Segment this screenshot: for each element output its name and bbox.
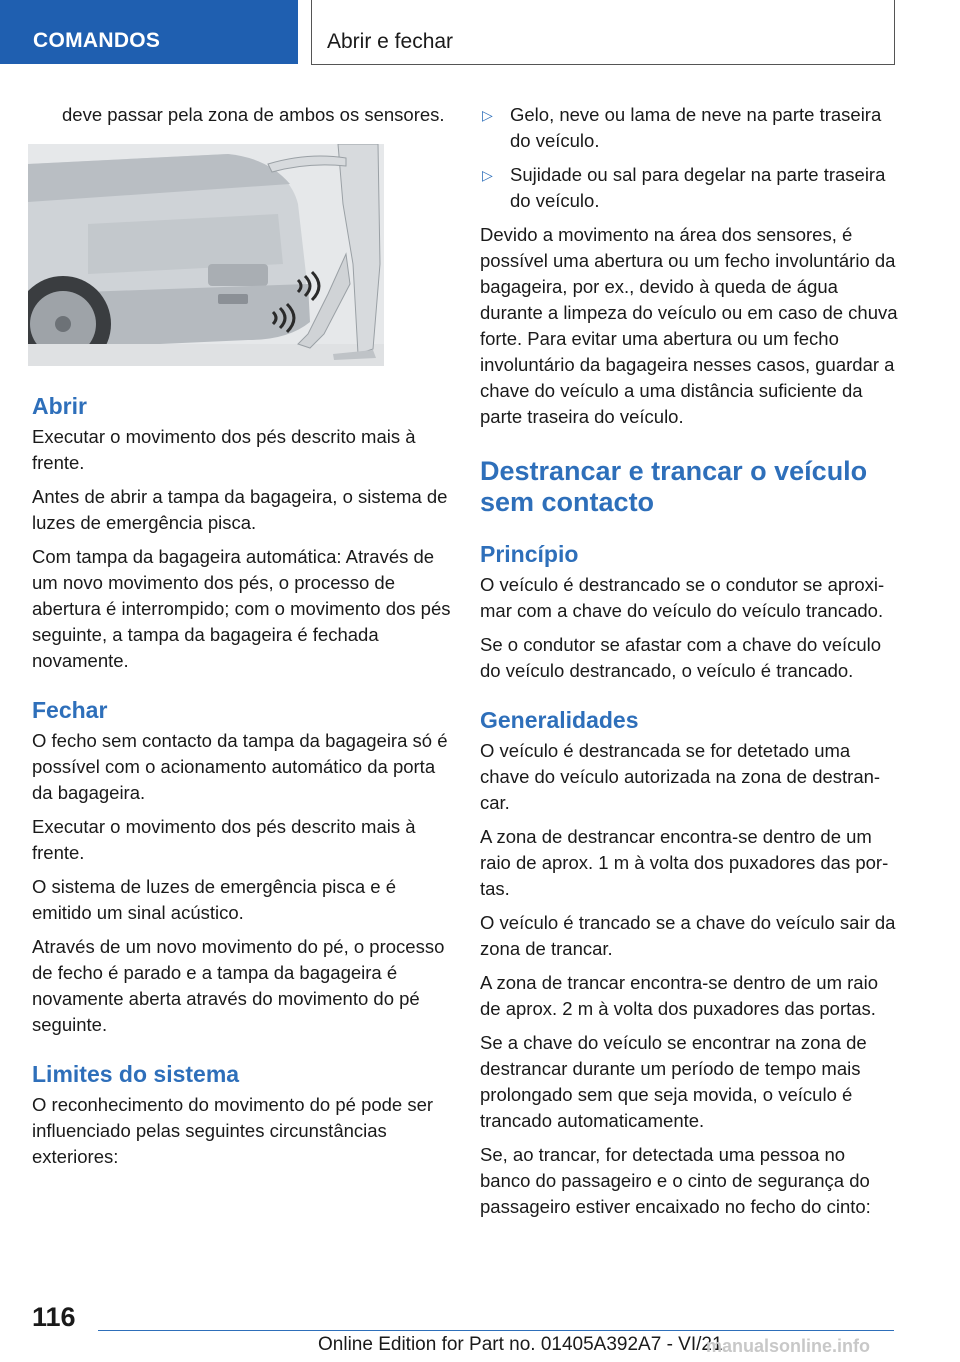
- intro-paragraph: deve passar pela zona de ambos os sensores.: [62, 104, 445, 125]
- section-tab: COMANDOS: [0, 0, 298, 64]
- car-rear-foot-sensor-illustration: [28, 144, 384, 366]
- heading-limites: Limites do sistema: [32, 1061, 240, 1087]
- heading-fechar: Fechar: [32, 697, 108, 723]
- list-item: ▷ Gelo, neve ou lama de neve na parte traseira do veículo.: [482, 104, 882, 151]
- heading-principio: Princípio: [480, 541, 579, 567]
- triangle-right-icon: ▷: [482, 167, 493, 183]
- paragraph: O sistema de luzes de emergência pisca e é emitido um sinal acústico.: [32, 876, 397, 923]
- paragraph: A zona de trancar encontra-se dentro de um raio de aprox. 2 m à volta dos puxadores das portas.: [480, 972, 878, 1019]
- watermark: manualsonline.info: [706, 1336, 871, 1356]
- header-divider-right: [894, 0, 895, 65]
- list-item: ▷ Sujidade ou sal para degelar na parte traseira do veículo.: [482, 164, 886, 211]
- paragraph: Executar o movimento dos pés descrito mais à frente.: [32, 816, 416, 863]
- paragraph: Através de um novo movimento do pé, o processo de fecho é parado e a tampa da bagageira é novamente aberta através do movimento do pé seguinte.: [32, 936, 445, 1035]
- triangle-right-icon: ▷: [482, 107, 493, 123]
- heading-generalidades: Generalidades: [480, 707, 639, 733]
- heading-abrir: Abrir: [32, 393, 87, 419]
- page-title: Abrir e fechar: [327, 30, 454, 53]
- paragraph: Se a chave do veículo se encontrar na zona de destrancar durante um período de tempo mais prolongado sem que seja movida, o veículo é trancado automaticamente.: [480, 1032, 867, 1131]
- paragraph: Se o condutor se afastar com a chave do veículo do veículo destrancado, o veículo é trancado.: [480, 634, 882, 681]
- paragraph: Devido a movimento na área dos sensores, é possível uma abertura ou um fecho involuntário da bagageira, por ex., devido à queda de água durante a limpeza do veículo ou em caso de chuva forte. Para evitar uma abertura ou um fecho involuntário da bagageira nesses casos, guardar a chave do veículo a uma distância suficiente da parte traseira do veículo.: [480, 224, 898, 427]
- paragraph: O veículo é destrancado se o condutor se aproximar com a chave do veículo do veículo trancado.: [480, 574, 885, 621]
- header-underline: [311, 64, 895, 65]
- header-divider: [311, 0, 312, 64]
- bullet-list: [480, 102, 900, 214]
- paragraph: O reconhecimento do movimento do pé pode ser influenciado pelas seguintes circunstâncias exteriores:: [32, 1094, 434, 1167]
- footer-edition: Online Edition for Part no. 01405A392A7 - VI/21: [318, 1334, 723, 1355]
- page-number: 116: [32, 1302, 76, 1332]
- paragraph: Com tampa da bagageira automática: Através de um novo movimento dos pés, o processo de abertura é interrompido; com o movimento dos pés seguinte, a tampa da bagageira é fechada novamente.: [32, 546, 451, 671]
- paragraph: O veículo é destrancada se for detetado uma chave do veículo autorizada na zona de destrancar.: [480, 740, 881, 813]
- paragraph: A zona de destrancar encontra-se dentro de um raio de aprox. 1 m à volta dos puxadores das portas.: [480, 826, 889, 899]
- left-column: [32, 102, 452, 1178]
- paragraph: O fecho sem contacto da tampa da bagageira só é possível com o acionamento automático da porta da bagageira.: [32, 730, 448, 803]
- right-column: [480, 102, 900, 1228]
- footer-divider: [98, 1330, 894, 1331]
- paragraph: Antes de abrir a tampa da bagageira, o sistema de luzes de emergência pisca.: [32, 486, 448, 533]
- paragraph: Executar o movimento dos pés descrito mais à frente.: [32, 426, 416, 473]
- paragraph: Se, ao trancar, for detectada uma pessoa no banco do passageiro e o cinto de segurança do passageiro estiver encaixado no fecho do cinto:: [480, 1144, 871, 1217]
- section-heading: Destrancar e trancar o veículo sem contacto: [480, 456, 868, 517]
- paragraph: O veículo é trancado se a chave do veículo sair da zona de trancar.: [480, 912, 896, 959]
